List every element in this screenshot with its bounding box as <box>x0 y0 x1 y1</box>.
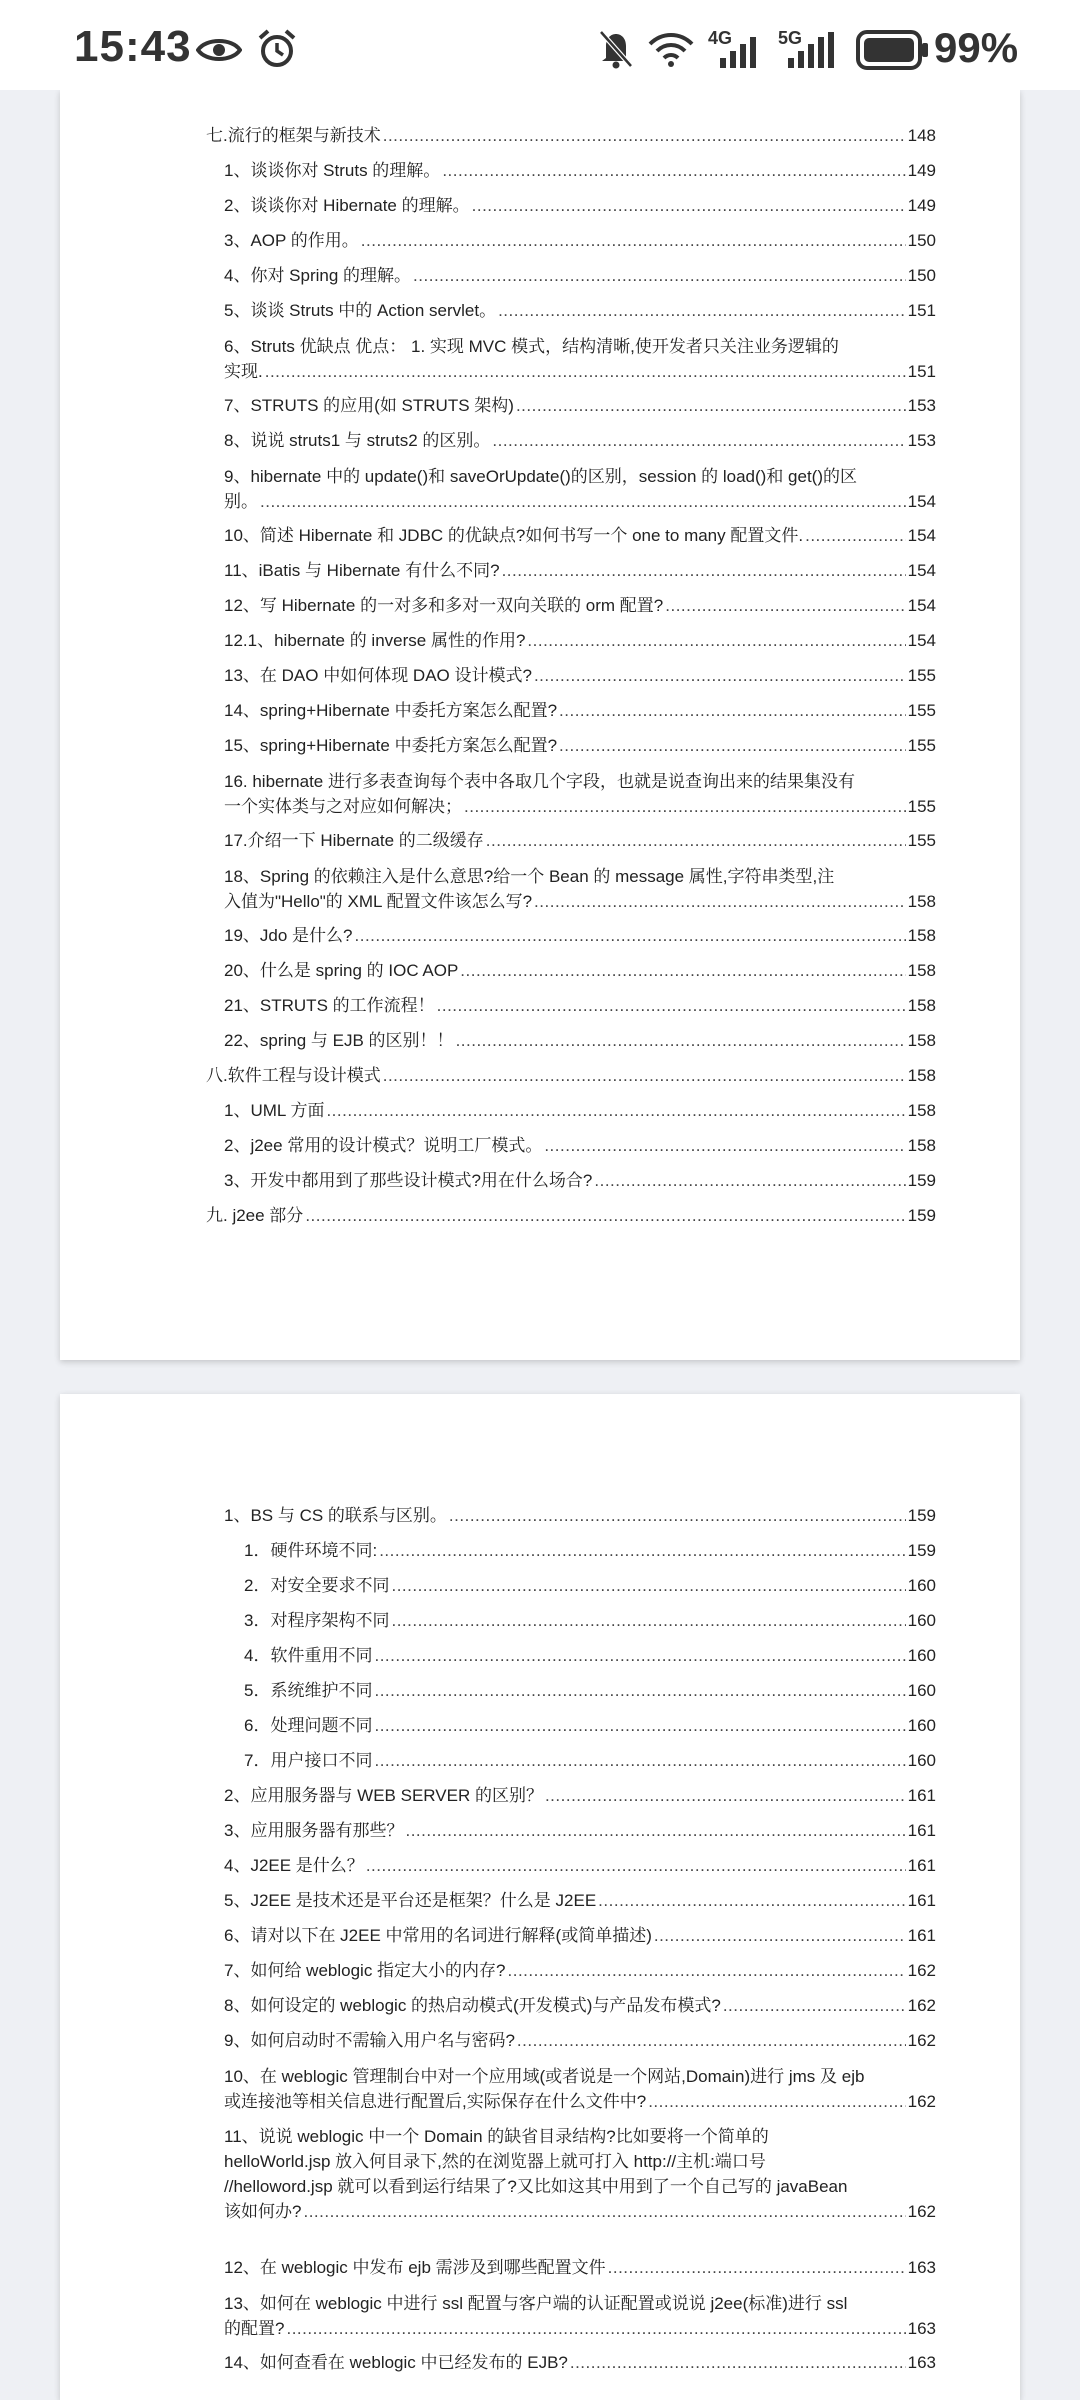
toc-title: 14、如何查看在 weblogic 中已经发布的 EJB? <box>224 2353 568 2372</box>
toc-page: 160 <box>907 1681 936 1700</box>
toc-page: 155 <box>907 797 936 816</box>
toc-entry[interactable] <box>206 124 936 148</box>
toc-entry[interactable] <box>224 959 936 983</box>
toc-title: 12、在 weblogic 中发布 ejb 需涉及到哪些配置文件 <box>224 2258 606 2277</box>
toc-title: 20、什么是 spring 的 IOC AOP <box>224 961 459 980</box>
toc-entry[interactable] <box>244 1574 936 1598</box>
toc-entry[interactable] <box>224 1854 936 1878</box>
toc-page: 155 <box>907 736 936 755</box>
toc-page: 148 <box>907 126 936 145</box>
eye-icon <box>196 36 242 64</box>
toc-title: 3．对程序架构不同 <box>244 1611 390 1630</box>
toc-title-line: 16. hibernate 进行多表查询每个表中各取几个字段，也就是说查询出来的结果集没有 <box>224 772 855 791</box>
toc-title: 3、AOP 的作用。 <box>224 231 359 250</box>
toc-page: 154 <box>907 561 936 580</box>
network-4g-label: 4G <box>708 28 733 48</box>
document-page-1 <box>60 90 1020 1360</box>
toc-page: 154 <box>907 596 936 615</box>
toc-page: 160 <box>907 1716 936 1735</box>
toc-entry[interactable] <box>224 394 936 418</box>
toc-entry[interactable] <box>206 1204 936 1228</box>
toc-page: 162 <box>907 2202 936 2221</box>
toc-page: 163 <box>907 2258 936 2277</box>
toc-title: 10、简述 Hibernate 和 JDBC 的优缺点?如何书写一个 one to many 配置文件. <box>224 526 804 545</box>
toc-title: 八.软件工程与设计模式 <box>206 1066 381 1085</box>
toc-page: 158 <box>907 1101 936 1120</box>
toc-title: 4、J2EE 是什么？ <box>224 1856 364 1875</box>
toc-page: 154 <box>907 631 936 650</box>
toc-page: 158 <box>907 926 936 945</box>
toc-page: 161 <box>907 1821 936 1840</box>
toc-title: 14、spring+Hibernate 中委托方案怎么配置? <box>224 701 558 720</box>
toc-page: 151 <box>907 301 936 320</box>
toc-entry[interactable] <box>244 1609 936 1633</box>
signal-icon <box>718 32 766 68</box>
toc-title: 别。 <box>224 492 258 511</box>
toc-entry[interactable] <box>224 1959 936 1983</box>
toc-page: 158 <box>907 996 936 1015</box>
toc-page: 159 <box>907 1171 936 1190</box>
toc-entry[interactable] <box>224 1819 936 1843</box>
toc-entry[interactable] <box>224 159 936 183</box>
toc-title: 5、谈谈 Struts 中的 Action servlet。 <box>224 301 497 320</box>
toc-entry[interactable] <box>244 1714 936 1738</box>
toc-page: 150 <box>907 231 936 250</box>
toc-entry[interactable] <box>244 1644 936 1668</box>
toc-entry[interactable] <box>224 1169 936 1193</box>
toc-title: 1．硬件环境不同: <box>244 1541 378 1560</box>
toc-page: 158 <box>907 892 936 911</box>
toc-page: 150 <box>907 266 936 285</box>
toc-entry[interactable] <box>224 594 936 618</box>
toc-entry[interactable] <box>224 1784 936 1808</box>
toc-title: 13、在 DAO 中如何体现 DAO 设计模式? <box>224 666 532 685</box>
toc-title-line: 9、hibernate 中的 update()和 saveOrUpdate()的区别，session 的 load()和 get()的区 <box>224 467 857 486</box>
toc-title: 的配置? <box>224 2319 285 2338</box>
toc-title: 一个实体类与之对应如何解决； <box>224 797 462 816</box>
network-5g-label: 5G <box>778 28 803 48</box>
toc-page: 162 <box>907 1961 936 1980</box>
toc-title: 7．用户接口不同 <box>244 1751 373 1770</box>
toc-entry[interactable] <box>224 2029 936 2053</box>
toc-entry[interactable] <box>224 1924 936 1948</box>
toc-title: 2、应用服务器与 WEB SERVER 的区别？ <box>224 1786 543 1805</box>
battery-percent: 99% <box>934 24 1019 71</box>
document-page-2 <box>60 1394 1020 2400</box>
toc-title: 或连接池等相关信息进行配置后,实际保存在什么文件中? <box>224 2092 647 2111</box>
toc-entry[interactable] <box>224 524 936 548</box>
toc-entry[interactable] <box>224 734 936 758</box>
toc-title: 8、说说 struts1 与 struts2 的区别。 <box>224 431 491 450</box>
toc-title: 11、iBatis 与 Hibernate 有什么不同? <box>224 561 500 580</box>
toc-title: 1、BS 与 CS 的联系与区别。 <box>224 1506 447 1525</box>
signal-icon-2 <box>786 32 842 68</box>
toc-title: 5．系统维护不同 <box>244 1681 373 1700</box>
toc-title: 9、如何启动时不需输入用户名与密码? <box>224 2031 515 2050</box>
toc-entry[interactable] <box>224 864 936 914</box>
toc-title: 1、UML 方面 <box>224 1101 325 1120</box>
toc-title: 7、如何给 weblogic 指定大小的内存? <box>224 1961 506 1980</box>
toc-page: 151 <box>907 362 936 381</box>
toc-entry[interactable] <box>224 2124 936 2224</box>
toc-page: 158 <box>907 961 936 980</box>
toc-page: 160 <box>907 1576 936 1595</box>
toc-title: 七.流行的框架与新技术 <box>206 126 381 145</box>
toc-page: 154 <box>907 492 936 511</box>
toc-entry[interactable] <box>224 2351 936 2375</box>
status-bar <box>0 0 1080 90</box>
toc-title: 17.介绍一下 Hibernate 的二级缓存 <box>224 831 484 850</box>
toc-title: 实现. <box>224 362 263 381</box>
toc-title: 入值为"Hello"的 XML 配置文件该怎么写? <box>224 892 533 911</box>
toc-page: 153 <box>907 431 936 450</box>
toc-page: 159 <box>907 1541 936 1560</box>
alarm-icon <box>256 28 298 70</box>
toc-page: 158 <box>907 1136 936 1155</box>
toc-title: 22、spring 与 EJB 的区别！！ <box>224 1031 454 1050</box>
toc-page: 160 <box>907 1646 936 1665</box>
toc-entry[interactable] <box>224 559 936 583</box>
toc-page: 160 <box>907 1611 936 1630</box>
toc-title: 15、spring+Hibernate 中委托方案怎么配置? <box>224 736 558 755</box>
toc-title: 21、STRUTS 的工作流程！ <box>224 996 435 1015</box>
toc-title: 2、j2ee 常用的设计模式？说明工厂模式。 <box>224 1136 543 1155</box>
toc-page: 163 <box>907 2353 936 2372</box>
toc-page: 160 <box>907 1751 936 1770</box>
toc-entry[interactable] <box>224 334 936 384</box>
toc-title-line: helloWorld.jsp 放入何目录下,然的在浏览器上就可打入 http://主机:端口号 <box>224 2152 766 2171</box>
toc-page: 158 <box>907 1031 936 1050</box>
toc-entry[interactable] <box>224 924 936 948</box>
toc-page: 154 <box>907 526 936 545</box>
toc-entry[interactable] <box>224 2291 936 2341</box>
toc-page: 149 <box>907 196 936 215</box>
toc-entry[interactable] <box>224 699 936 723</box>
toc-title: 2．对安全要求不同 <box>244 1576 390 1595</box>
toc-title-line: 6、Struts 优缺点 优点： 1. 实现 MVC 模式，结构清晰,使开发者只关注业务逻辑的 <box>224 337 839 356</box>
toc-entry[interactable] <box>224 1134 936 1158</box>
toc-entry[interactable] <box>224 1099 936 1123</box>
toc-entry[interactable] <box>206 1064 936 1088</box>
toc-page: 161 <box>907 1891 936 1910</box>
toc-title: 4、你对 Spring 的理解。 <box>224 266 412 285</box>
toc-entry[interactable] <box>224 299 936 323</box>
toc-entry[interactable] <box>224 1029 936 1053</box>
toc-title-line: 10、在 weblogic 管理制台中对一个应用域(或者说是一个网站,Domain)进行 jms 及 ejb <box>224 2067 865 2086</box>
toc-title-line: 18、Spring 的依赖注入是什么意思?给一个 Bean 的 message 属性,字符串类型,注 <box>224 867 835 886</box>
toc-entry[interactable] <box>224 1994 936 2018</box>
toc-page: 159 <box>907 1206 936 1225</box>
toc-page: 162 <box>907 1996 936 2015</box>
toc-title: 8、如何设定的 weblogic 的热启动模式(开发模式)与产品发布模式? <box>224 1996 721 2015</box>
toc-entry[interactable] <box>224 829 936 853</box>
toc-entry[interactable] <box>224 1504 936 1528</box>
toc-page: 153 <box>907 396 936 415</box>
toc-title: 1、谈谈你对 Struts 的理解。 <box>224 161 441 180</box>
toc-page: 155 <box>907 666 936 685</box>
toc-page: 161 <box>907 1856 936 1875</box>
toc-title: 九. j2ee 部分 <box>206 1206 304 1225</box>
toc-title-line: 13、如何在 weblogic 中进行 ssl 配置与客户端的认证配置或说说 j2ee(标准)进行 ssl <box>224 2294 848 2313</box>
toc-entry[interactable] <box>224 769 936 819</box>
toc-title-line: //helloword.jsp 就可以看到运行结果了?又比如这其中用到了一个自己写的 javaBean <box>224 2177 848 2196</box>
toc-page: 155 <box>907 701 936 720</box>
toc-title: 19、Jdo 是什么? <box>224 926 353 945</box>
toc-entry[interactable] <box>224 229 936 253</box>
toc-entry[interactable] <box>224 194 936 218</box>
toc-page: 155 <box>907 831 936 850</box>
toc-title: 12、写 Hibernate 的一对多和多对一双向关联的 orm 配置? <box>224 596 664 615</box>
toc-title: 3、应用服务器有那些？ <box>224 1821 404 1840</box>
toc-page: 161 <box>907 1786 936 1805</box>
toc-entry[interactable] <box>224 664 936 688</box>
wifi-icon <box>646 30 696 68</box>
toc-entry[interactable] <box>244 1749 936 1773</box>
toc-page: 163 <box>907 2319 936 2338</box>
toc-entry[interactable] <box>244 1539 936 1563</box>
toc-entry[interactable] <box>244 1679 936 1703</box>
toc-entry[interactable] <box>224 464 936 514</box>
toc-entry[interactable] <box>224 2064 936 2114</box>
toc-entry[interactable] <box>224 264 936 288</box>
toc-title: 12.1、hibernate 的 inverse 属性的作用? <box>224 631 526 650</box>
toc-title: 3、开发中都用到了那些设计模式?用在什么场合? <box>224 1171 593 1190</box>
toc-title: 6、请对以下在 J2EE 中常用的名词进行解释(或简单描述) <box>224 1926 652 1945</box>
battery-icon <box>856 30 930 70</box>
toc-entry[interactable] <box>224 629 936 653</box>
toc-entry[interactable] <box>224 994 936 1018</box>
toc-page: 162 <box>907 2092 936 2111</box>
toc-entry[interactable] <box>224 429 936 453</box>
toc-title: 4．软件重用不同 <box>244 1646 373 1665</box>
toc-entry[interactable] <box>224 2256 936 2280</box>
toc-page: 162 <box>907 2031 936 2050</box>
status-time: 15:43 <box>74 22 192 71</box>
toc-title: 该如何办? <box>224 2202 302 2221</box>
toc-title: 6．处理问题不同 <box>244 1716 373 1735</box>
toc-title: 2、谈谈你对 Hibernate 的理解。 <box>224 196 470 215</box>
toc-page: 158 <box>907 1066 936 1085</box>
toc-page: 159 <box>907 1506 936 1525</box>
toc-title: 5、J2EE 是技术还是平台还是框架？什么是 J2EE <box>224 1891 597 1910</box>
toc-title-line: 11、说说 weblogic 中一个 Domain 的缺省目录结构?比如要将一个简单的 <box>224 2127 769 2146</box>
toc-page: 149 <box>907 161 936 180</box>
toc-page: 161 <box>907 1926 936 1945</box>
toc-title: 7、STRUTS 的应用(如 STRUTS 架构) <box>224 396 514 415</box>
mute-bell-icon <box>598 28 634 70</box>
toc-entry[interactable] <box>224 1889 936 1913</box>
